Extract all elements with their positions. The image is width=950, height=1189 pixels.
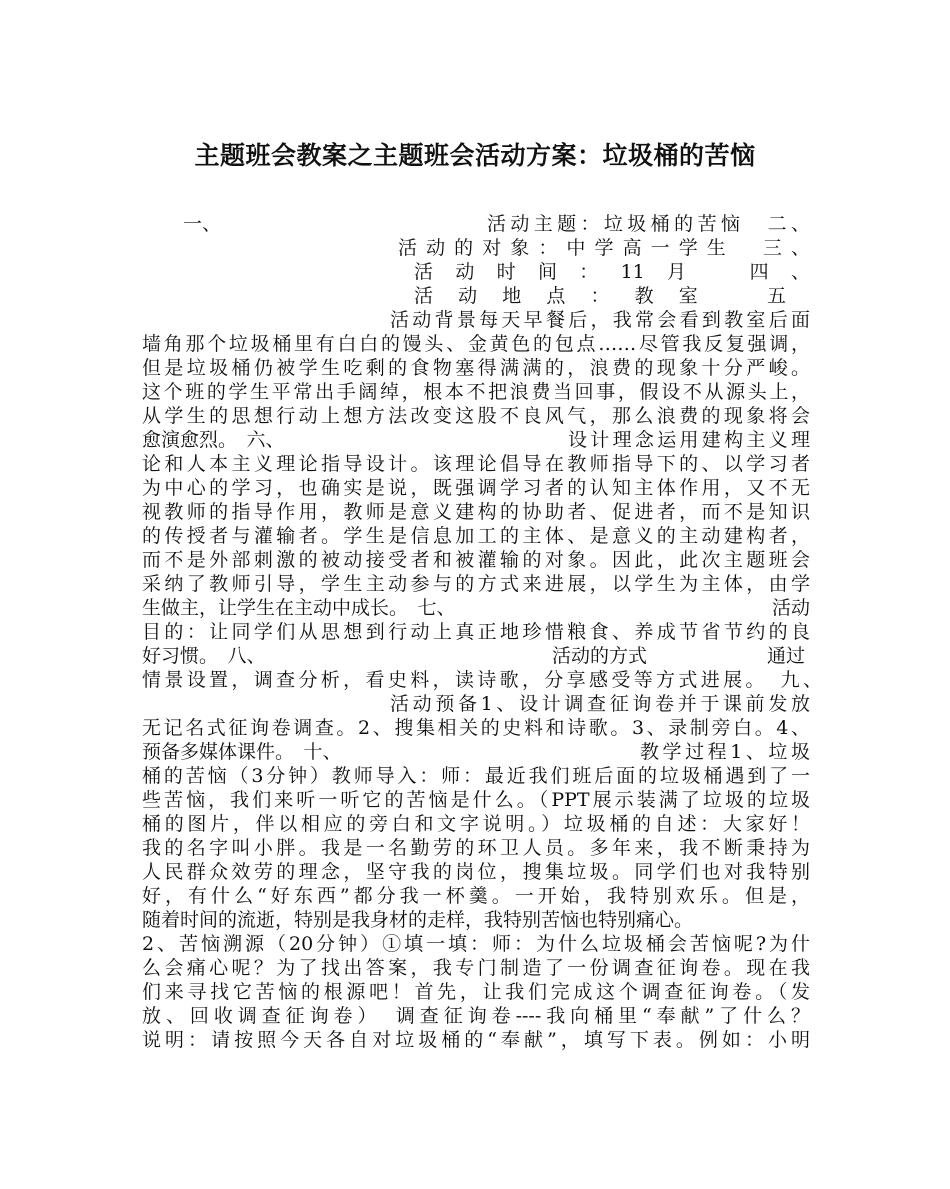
paragraph-line: 这个班的学生平常出手阔绰，根本不把浪费当回事，假设不从源头上， (142, 381, 810, 403)
paragraph-line: 墙角那个垃圾桶里有白白的馒头、金黄色的包点……尽管我反复强调， (142, 333, 810, 355)
paragraph-line: 桶的图片，伴以相应的旁白和文字说明。）垃圾桶的自述：大家好！ (142, 813, 810, 835)
paragraph-line: 通过 (767, 645, 806, 667)
paragraph-line: 活动的方式 (552, 645, 648, 667)
paragraph-line: 愈演愈烈。 六、 (142, 429, 285, 451)
paragraph-line: 无记名式征询卷调查。2、搜集相关的史料和诗歌。3、录制旁白。4、 (142, 717, 810, 739)
paragraph-line: 采纳了教师引导，学生主动参与的方式来进展，以学生为主体，由学 (142, 573, 810, 595)
paragraph-line: 么会痛心呢？为了找出答案，我专门制造了一份调查征询卷。现在我 (142, 957, 810, 979)
paragraph-line: 好习惯。 八、 (142, 645, 266, 667)
paragraph-line: 活动预备1、设计调查征询卷并于课前发放 (390, 693, 810, 715)
paragraph-line: 的传授者与灌输者。学生是信息加工的主体、是意义的主动建构者， (142, 525, 810, 547)
paragraph-line: 论和人本主义理论指导设计。该理论倡导在教师指导下的、以学习者 (142, 453, 810, 475)
paragraph-line: 随着时间的流逝，特别是我身材的走样，我特别苦恼也特别痛心。 (142, 909, 694, 931)
paragraph-line: 说明：请按照今天各自对垃圾桶的“奉献”，填写下表。例如：小明 (142, 1029, 810, 1051)
paragraph-line: 但是垃圾桶仍被学生吃剩的食物塞得满满的，浪费的现象十分严峻。 (142, 357, 810, 379)
paragraph-line: 好，有什么“好东西”都分我一杯羹。一开始，我特别欢乐。但是， (142, 885, 810, 907)
paragraph-line: 设计理念运用建构主义理 (568, 429, 810, 451)
paragraph-line: 些苦恼，我们来听一听它的苦恼是什么。（PPT展示装满了垃圾的垃圾 (142, 789, 810, 811)
paragraph-line: 从学生的思想行动上想方法改变这股不良风气，那么浪费的现象将会 (142, 405, 810, 427)
paragraph-line: 活动背景每天早餐后，我常会看到教室后面 (390, 309, 810, 331)
paragraph-line: 视教师的指导作用，教师是意义建构的协助者、促进者，而不是知识 (142, 501, 810, 523)
section-line: 活动的对象：中学高一学生 三、 (398, 237, 810, 259)
paragraph-line: 教学过程1、垃圾 (640, 741, 810, 763)
section-number: 一、 (183, 213, 222, 235)
paragraph-line: 人民群众效劳的理念，坚守我的岗位，搜集垃圾。同学们也对我特别 (142, 861, 810, 883)
paragraph-line: 放、回收调查征询卷） 调查征询卷----我向桶里“奉献”了什么？ (142, 1005, 810, 1027)
section-line: 活动地点：教室 五 (414, 285, 786, 307)
paragraph-line: 桶的苦恼（3分钟）教师导入：师：最近我们班后面的垃圾桶遇到了一 (142, 765, 810, 787)
paragraph-line: 而不是外部刺激的被动接受者和被灌输的对象。因此，此次主题班会 (142, 549, 810, 571)
section-line: 活动主题：垃圾桶的苦恼 二、 (487, 213, 810, 235)
section-line: 活动时间：11月 四、 (414, 261, 810, 283)
paragraph-line: 目的：让同学们从思想到行动上真正地珍惜粮食、养成节省节约的良 (142, 621, 810, 643)
paragraph-line: 们来寻找它苦恼的根源吧！首先，让我们完成这个调查征询卷。（发 (142, 981, 810, 1003)
paragraph-line: 预备多媒体课件。 十、 (142, 741, 342, 763)
paragraph-line: 为中心的学习，也确实是说，既强调学习者的认知主体作用，又不无 (142, 477, 810, 499)
paragraph-line: 活动 (772, 597, 811, 619)
paragraph-line: 情景设置，调查分析，看史料，读诗歌，分享感受等方式进展。 九、 (142, 669, 822, 691)
paragraph-line: 2、苦恼溯源（20分钟）①填一填：师：为什么垃圾桶会苦恼呢?为什 (142, 933, 810, 955)
paragraph-line: 我的名字叫小胖。我是一名勤劳的环卫人员。多年来，我不断秉持为 (142, 837, 810, 859)
page-title: 主题班会教案之主题班会活动方案：垃圾桶的苦恼 (194, 141, 756, 170)
paragraph-line: 生做主，让学生在主动中成长。 七、 (142, 597, 456, 619)
